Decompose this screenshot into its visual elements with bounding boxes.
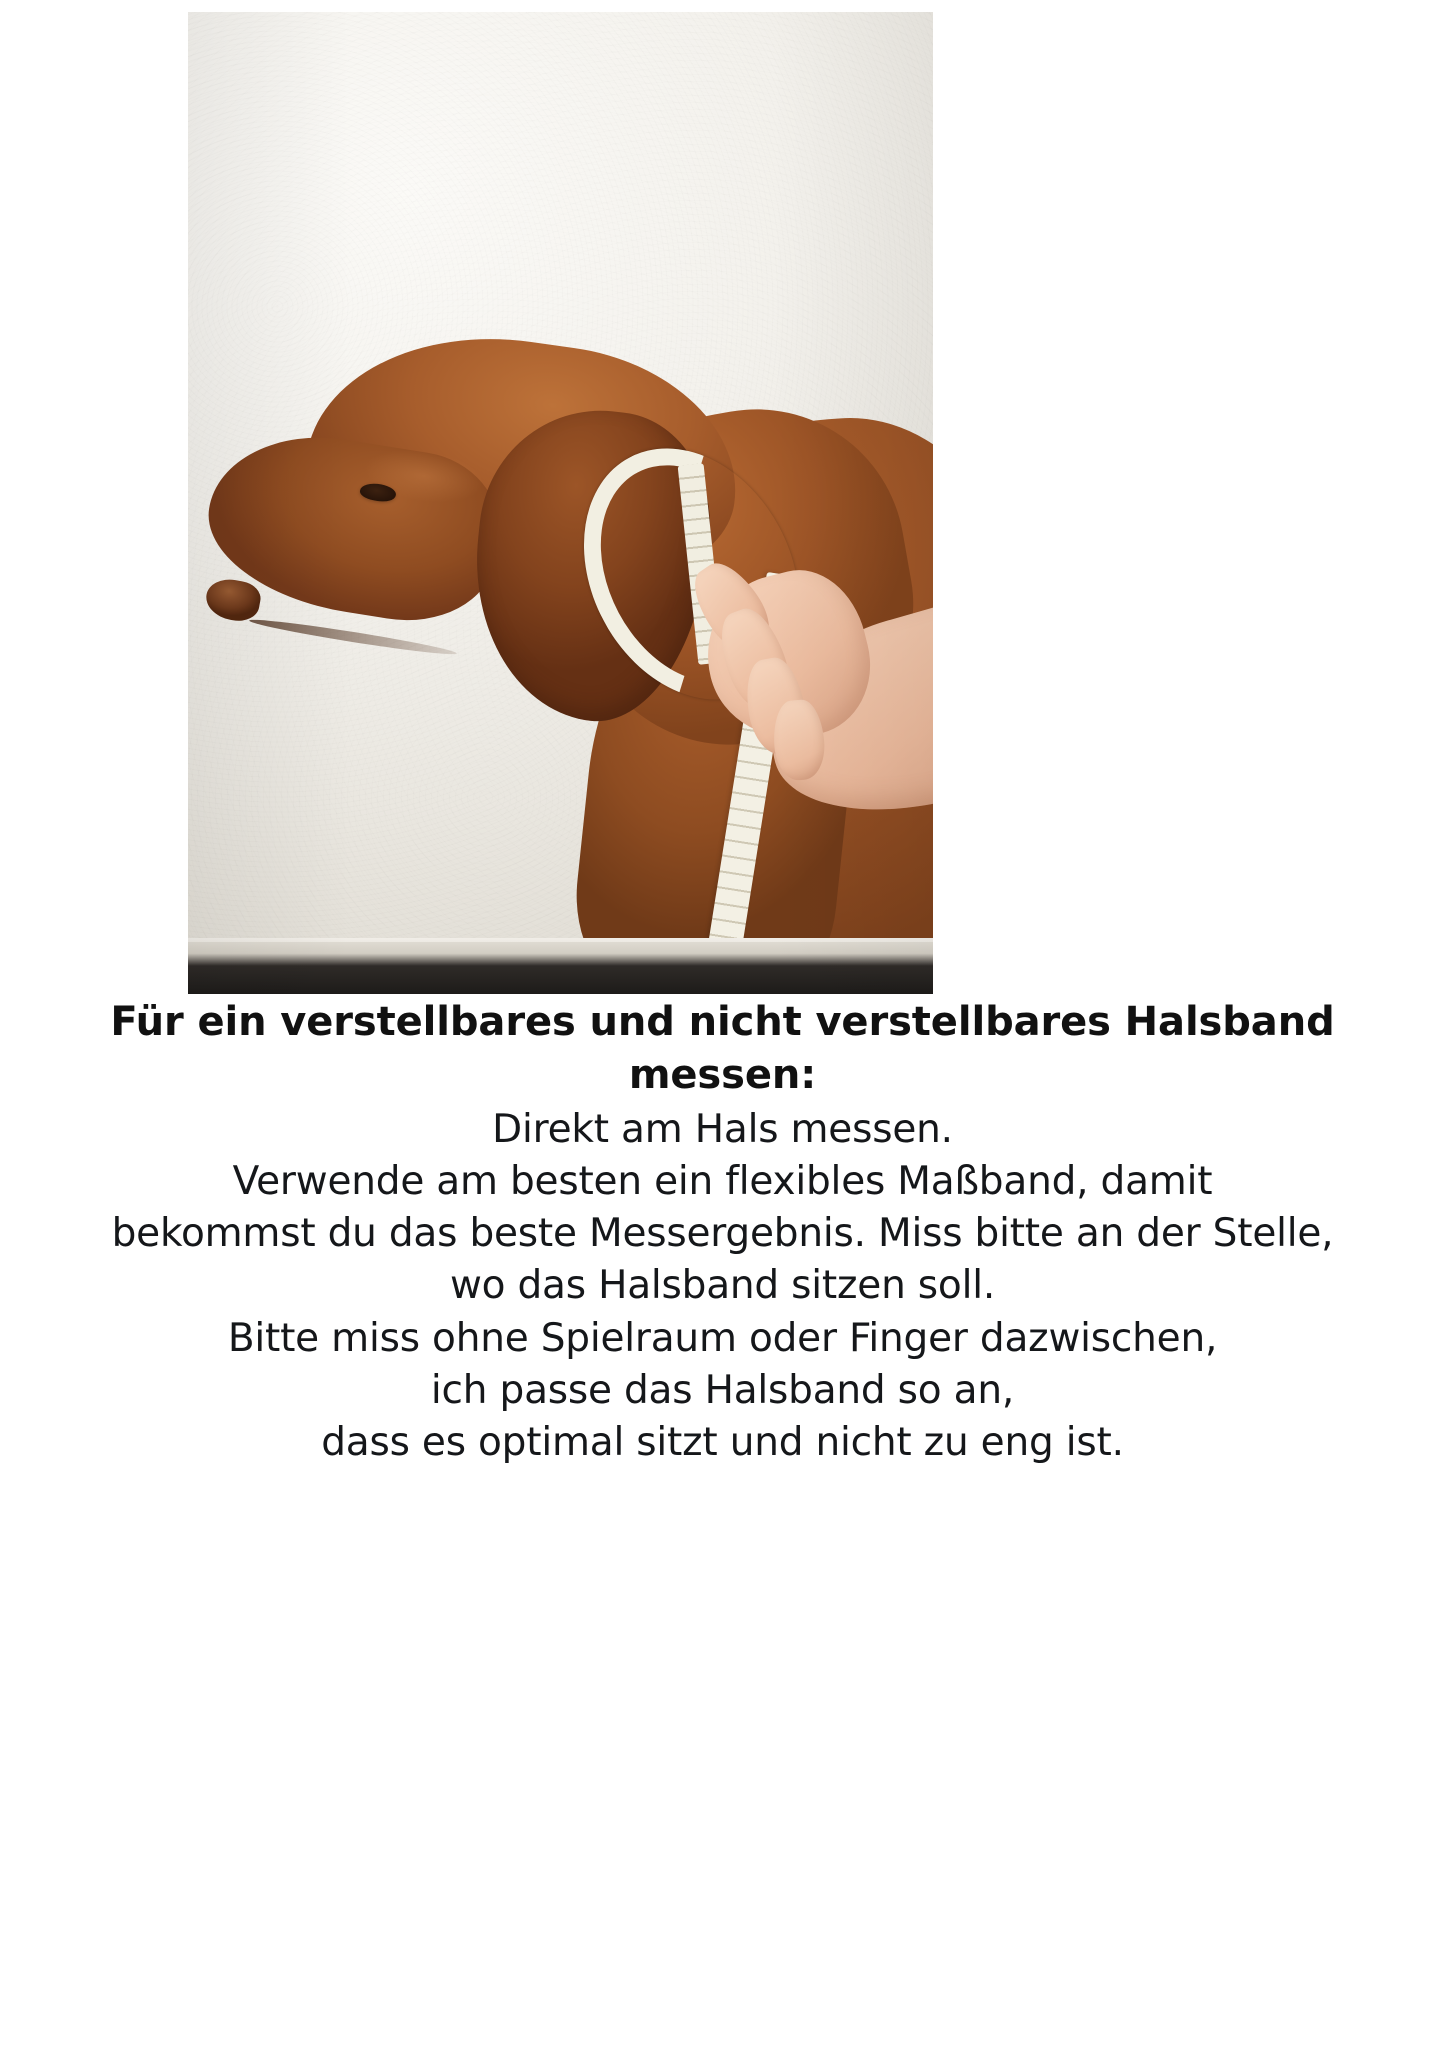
caption-body	[20, 1104, 1425, 1470]
caption-heading-line-1: Für ein verstellbares und nicht verstellbares Halsband	[110, 999, 1335, 1045]
caption-body-line-1: Direkt am Hals messen.	[492, 1106, 953, 1152]
caption-body-line-5: Bitte miss ohne Spielraum oder Finger dazwischen,	[227, 1315, 1218, 1361]
caption-body-line-6: ich passe das Halsband so an,	[430, 1367, 1015, 1413]
caption-body-line-4: wo das Halsband sitzen soll.	[449, 1263, 996, 1309]
floor-strip	[188, 942, 933, 994]
caption-heading	[20, 996, 1425, 1102]
caption-body-line-2: Verwende am besten ein flexibles Maßband, damit	[232, 1158, 1213, 1204]
dog-nose	[203, 576, 263, 625]
dog-mouth-line	[249, 616, 458, 659]
photo-wall-background	[188, 12, 933, 994]
caption-heading-line-2: messen:	[628, 1051, 817, 1098]
measuring-photo	[188, 12, 933, 994]
caption-block	[0, 996, 1445, 1469]
caption-body-line-7: dass es optimal sitzt und nicht zu eng ist.	[321, 1420, 1124, 1466]
dog-illustration	[188, 12, 933, 994]
caption-body-line-3: bekommst du das beste Messergebnis. Miss bitte an der Stelle,	[111, 1211, 1334, 1257]
caption-paragraph	[20, 1104, 1425, 1470]
